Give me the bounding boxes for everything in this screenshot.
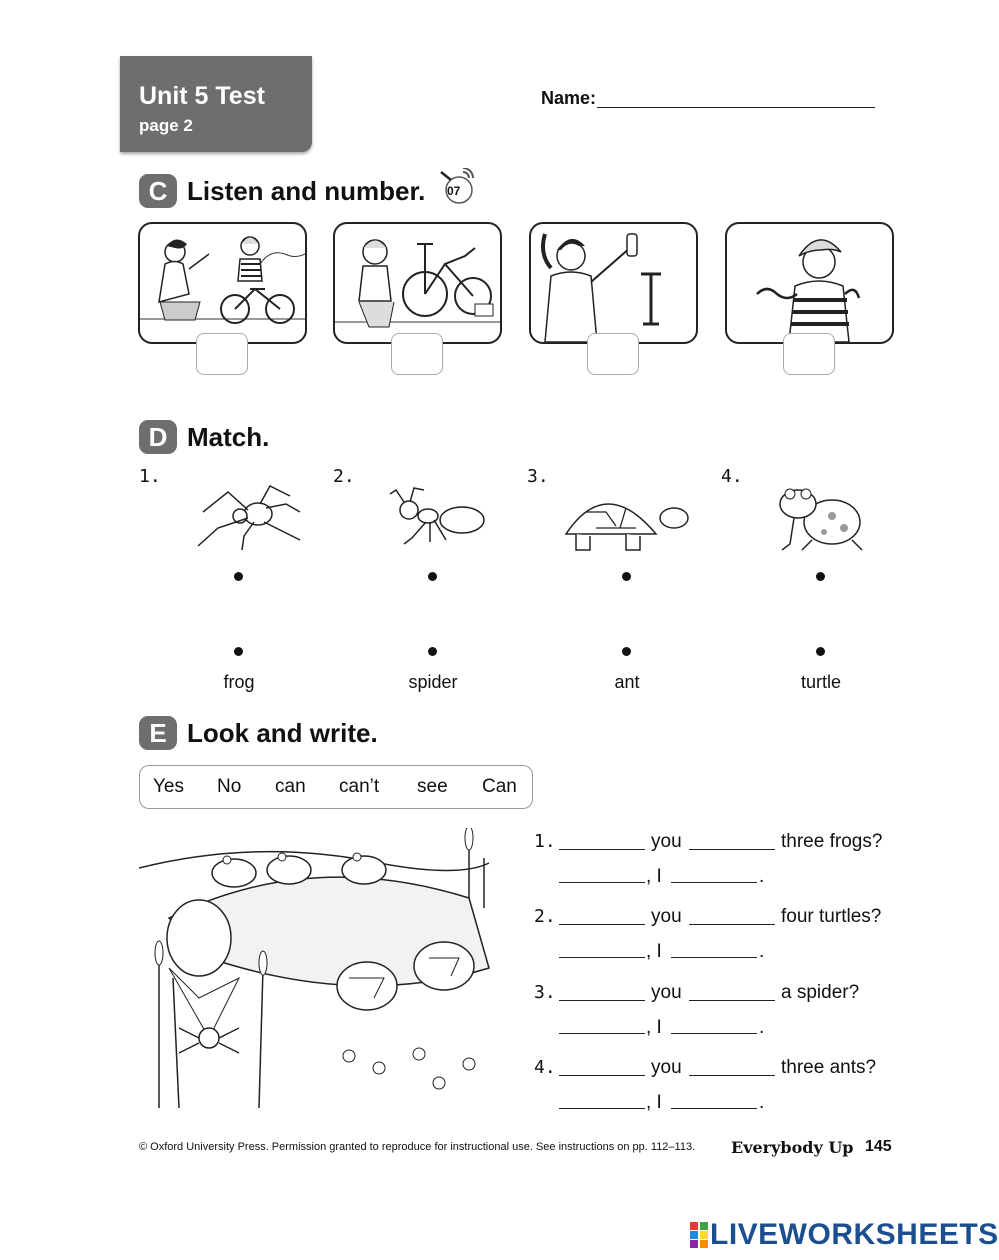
picture-4 — [725, 222, 894, 344]
q3-period: . — [759, 1017, 765, 1038]
q4-blank-1[interactable] — [559, 1075, 645, 1076]
question-number-4: 4. — [534, 1057, 556, 1078]
q3-blank-2[interactable] — [689, 1000, 775, 1001]
match-word-3: ant — [614, 672, 640, 692]
match-dot-bottom-2[interactable] — [428, 647, 437, 656]
match-dot-top-2[interactable] — [428, 572, 437, 581]
turtle-image — [556, 482, 696, 562]
q4-end: three ants? — [781, 1057, 877, 1078]
q3-you: you — [651, 982, 682, 1003]
q4-answer-blank-2[interactable] — [671, 1108, 757, 1109]
q4-answer-i: , I — [646, 1092, 662, 1113]
copyright-notice: © Oxford University Press. Permission granted to reproduce for instructional use. See instructions on pp. 112–113. — [139, 1141, 696, 1153]
section-e-title: Look and write. — [187, 718, 378, 748]
picture-2 — [333, 222, 502, 344]
q3-answer-blank-1[interactable] — [559, 1033, 645, 1034]
liveworksheets-watermark: LIVEWORKSHEETS — [710, 1218, 999, 1251]
q4-answer-blank-1[interactable] — [559, 1108, 645, 1109]
question-number-2: 2. — [534, 906, 556, 927]
q4-blank-2[interactable] — [689, 1075, 775, 1076]
picture-3 — [529, 222, 698, 344]
section-c-badge: C — [139, 174, 177, 208]
q1-end: three frogs? — [781, 831, 883, 852]
pond-scene-image — [139, 828, 511, 1115]
audio-cd-icon[interactable] — [437, 168, 477, 204]
word-bank-item: can’t — [339, 776, 380, 797]
frog-image — [772, 482, 887, 562]
match-word-4: turtle — [800, 672, 842, 692]
q2-answer-i: , I — [646, 941, 662, 962]
word-bank-item: see — [417, 776, 448, 797]
section-e-badge: E — [139, 716, 177, 750]
spider-image — [178, 482, 303, 557]
match-dot-bottom-3[interactable] — [622, 647, 631, 656]
liveworksheets-logo-icon — [690, 1222, 708, 1248]
brand-name: Everybody Up — [731, 1138, 854, 1157]
q3-answer-i: , I — [646, 1017, 662, 1038]
question-number-3: 3. — [534, 982, 556, 1003]
section-d-title: Match. — [187, 422, 270, 452]
answer-box-2[interactable] — [391, 333, 443, 375]
q2-end: four turtles? — [781, 906, 882, 927]
word-bank-item: Can — [482, 776, 517, 797]
q1-period: . — [759, 866, 765, 887]
match-number-4: 4. — [721, 466, 743, 487]
q2-period: . — [759, 941, 765, 962]
picture-1 — [138, 222, 307, 344]
q1-answer-blank-1[interactable] — [559, 882, 645, 883]
match-dot-bottom-4[interactable] — [816, 647, 825, 656]
match-dot-top-3[interactable] — [622, 572, 631, 581]
answer-box-1[interactable] — [196, 333, 248, 375]
unit-page: page 2 — [139, 116, 193, 135]
q1-blank-1[interactable] — [559, 849, 645, 850]
track-number: 07 — [447, 184, 461, 198]
match-number-2: 2. — [333, 466, 355, 487]
match-dot-bottom-1[interactable] — [234, 647, 243, 656]
word-bank-item: No — [217, 776, 242, 797]
q2-answer-blank-1[interactable] — [559, 957, 645, 958]
match-word-1: frog — [223, 672, 255, 692]
q3-end: a spider? — [781, 982, 860, 1003]
match-number-3: 3. — [527, 466, 549, 487]
match-word-2: spider — [408, 672, 458, 692]
page-number: 145 — [865, 1138, 892, 1155]
name-field[interactable] — [597, 107, 875, 108]
q2-blank-1[interactable] — [559, 924, 645, 925]
answer-box-3[interactable] — [587, 333, 639, 375]
unit-title: Unit 5 Test — [139, 82, 265, 110]
question-number-1: 1. — [534, 831, 556, 852]
match-dot-top-1[interactable] — [234, 572, 243, 581]
name-label: Name: — [541, 88, 597, 108]
q2-you: you — [651, 906, 682, 927]
q2-blank-2[interactable] — [689, 924, 775, 925]
q3-blank-1[interactable] — [559, 1000, 645, 1001]
section-c-title: Listen and number. — [187, 176, 426, 206]
word-bank-item: can — [275, 776, 306, 797]
q2-answer-blank-2[interactable] — [671, 957, 757, 958]
q1-blank-2[interactable] — [689, 849, 775, 850]
q3-answer-blank-2[interactable] — [671, 1033, 757, 1034]
q1-you: you — [651, 831, 682, 852]
ant-image — [382, 482, 492, 557]
q1-answer-i: , I — [646, 866, 662, 887]
match-dot-top-4[interactable] — [816, 572, 825, 581]
word-bank — [139, 765, 533, 809]
answer-box-4[interactable] — [783, 333, 835, 375]
word-bank-item: Yes — [153, 776, 184, 797]
unit-tab — [120, 56, 312, 152]
match-number-1: 1. — [139, 466, 161, 487]
q4-you: you — [651, 1057, 682, 1078]
section-d-badge: D — [139, 420, 177, 454]
q4-period: . — [759, 1092, 765, 1113]
q1-answer-blank-2[interactable] — [671, 882, 757, 883]
